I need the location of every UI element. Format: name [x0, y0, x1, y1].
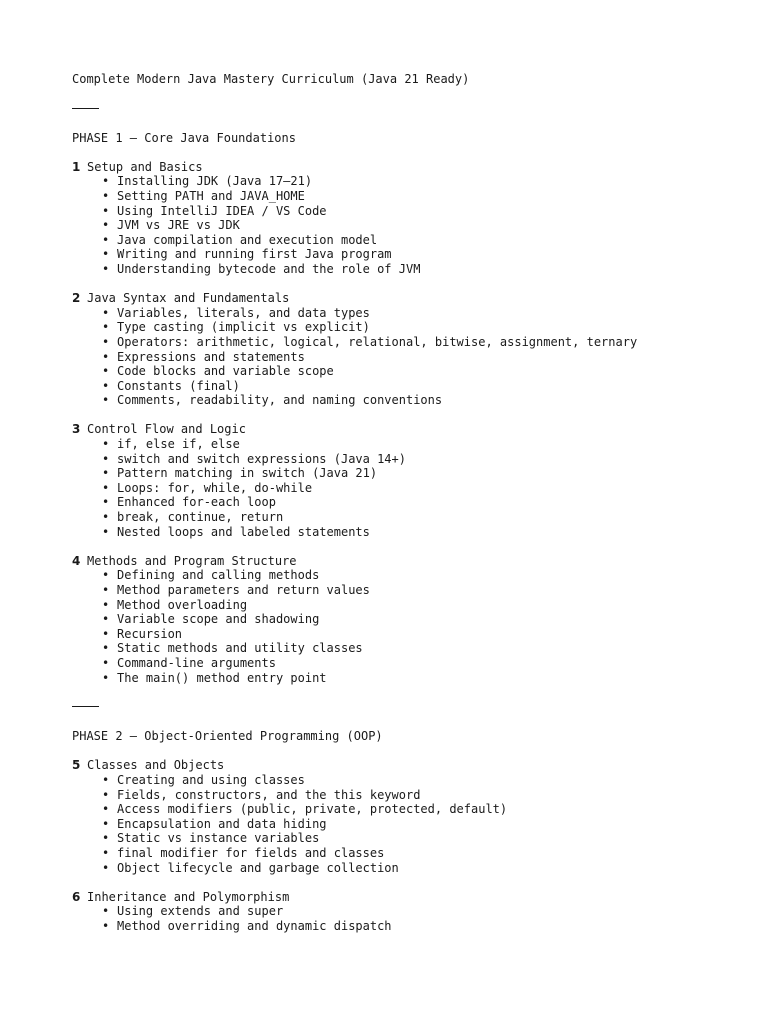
list-item-text: Constants (final): [117, 378, 240, 393]
section-item-list: [72, 773, 732, 875]
list-item: [102, 817, 732, 832]
section-heading-text: Java Syntax and Fundamentals: [87, 291, 290, 306]
list-item-text: Loops: for, while, do-while: [117, 480, 313, 495]
section-heading: [72, 422, 732, 437]
bullet-icon: •: [102, 203, 110, 218]
list-item: [102, 350, 732, 365]
bullet-icon: •: [102, 305, 110, 320]
bullet-icon: •: [102, 583, 110, 597]
list-item: [102, 452, 732, 467]
list-item-text: Nested loops and labeled statements: [117, 524, 370, 539]
list-item-text: Encapsulation and data hiding: [117, 816, 327, 831]
list-item: [102, 568, 732, 583]
list-item-text: Type casting (implicit vs explicit): [117, 320, 370, 335]
list-item: [102, 466, 732, 481]
list-item-text: JVM vs JRE vs JDK: [117, 218, 240, 233]
bullet-icon: •: [102, 524, 110, 539]
phase-title: PHASE 1 — Core Java Foundations: [72, 130, 296, 145]
bullet-icon: •: [102, 451, 110, 466]
list-item: [102, 437, 732, 452]
list-item: [102, 627, 732, 642]
bullet-icon: •: [102, 816, 110, 831]
document-title: Complete Modern Java Mastery Curriculum (Java 21 Ready): [72, 72, 470, 86]
list-item: [102, 335, 732, 350]
bullet-icon: •: [102, 772, 110, 787]
list-item-text: Java compilation and execution model: [117, 232, 378, 247]
list-item-text: Expressions and statements: [117, 349, 305, 364]
section-number: 4: [72, 553, 81, 568]
list-item-text: break, continue, return: [117, 510, 284, 525]
section-heading-text: Inheritance and Polymorphism: [87, 889, 290, 904]
section-number: 3: [72, 422, 81, 437]
bullet-icon: •: [102, 787, 110, 802]
list-item: [102, 904, 732, 919]
bullet-icon: •: [102, 641, 110, 656]
list-item: [102, 773, 732, 788]
section-number: 5: [72, 758, 81, 773]
list-item: [102, 861, 732, 876]
section-heading-text: Setup and Basics: [87, 159, 203, 174]
list-item: [102, 656, 732, 671]
list-item: [102, 846, 732, 861]
bullet-icon: •: [102, 612, 110, 627]
section-heading: [72, 890, 732, 905]
section-item-list: [72, 174, 732, 276]
bullet-icon: •: [102, 568, 110, 583]
section-heading: [72, 291, 732, 306]
bullet-icon: •: [102, 174, 110, 189]
bullet-icon: •: [102, 261, 110, 276]
list-item: [102, 510, 732, 525]
section-heading-text: Methods and Program Structure: [87, 553, 297, 568]
list-item: [102, 598, 732, 613]
list-item-text: if, else if, else: [117, 437, 240, 452]
list-item: [102, 189, 732, 204]
list-item: [102, 495, 732, 510]
list-item: [102, 320, 732, 335]
list-item: [102, 247, 732, 262]
list-item-text: Code blocks and variable scope: [117, 364, 334, 379]
list-item-text: Using extends and super: [117, 904, 284, 919]
list-item: [102, 204, 732, 219]
list-item-text: Creating and using classes: [117, 772, 305, 787]
list-item-text: Enhanced for-each loop: [117, 495, 276, 510]
bullet-icon: •: [102, 597, 110, 612]
list-item: [102, 218, 732, 233]
list-item-text: Defining and calling methods: [117, 568, 320, 583]
list-item: [102, 802, 732, 817]
bullet-icon: •: [102, 802, 110, 817]
document-body: [72, 72, 732, 948]
list-item-text: switch and switch expressions (Java 14+): [117, 451, 406, 466]
list-item-text: Understanding bytecode and the role of JVM: [117, 261, 421, 276]
bullet-icon: •: [102, 670, 110, 685]
list-item: [102, 525, 732, 540]
bullet-icon: •: [102, 247, 110, 262]
section-heading: [72, 554, 732, 569]
list-item-text: Pattern matching in switch (Java 21): [117, 466, 378, 481]
bullet-icon: •: [102, 495, 110, 510]
list-item: [102, 671, 732, 686]
list-item-text: Writing and running first Java program: [117, 247, 392, 262]
list-item-text: The main() method entry point: [117, 670, 327, 685]
curriculum-section: [72, 160, 732, 277]
bullet-icon: •: [102, 655, 110, 670]
list-item: [102, 831, 732, 846]
bullet-icon: •: [102, 437, 110, 452]
list-item: [102, 919, 732, 934]
list-item: [102, 306, 732, 321]
bullet-icon: •: [102, 845, 110, 860]
list-item-text: Access modifiers (public, private, protected, default): [117, 802, 508, 817]
list-item-text: Method parameters and return values: [117, 583, 370, 597]
list-item-text: Operators: arithmetic, logical, relational, bitwise, assignment, ternary: [117, 334, 638, 349]
phases-container: [72, 108, 732, 934]
list-item-text: Object lifecycle and garbage collection: [117, 860, 399, 875]
section-item-list: [72, 568, 732, 685]
list-item: [102, 174, 732, 189]
curriculum-section: [72, 890, 732, 934]
section-number: 6: [72, 889, 81, 904]
list-item-text: Recursion: [117, 626, 183, 641]
section-heading: [72, 160, 732, 175]
bullet-icon: •: [102, 860, 110, 875]
bullet-icon: •: [102, 918, 110, 933]
bullet-icon: •: [102, 393, 110, 408]
bullet-icon: •: [102, 364, 110, 379]
list-item: [102, 393, 732, 408]
section-item-list: [72, 904, 732, 933]
bullet-icon: •: [102, 349, 110, 364]
list-item-text: Method overriding and dynamic dispatch: [117, 918, 392, 933]
list-item-text: Variables, literals, and data types: [117, 305, 370, 320]
list-item-text: Variable scope and shadowing: [117, 612, 320, 627]
section-heading-text: Classes and Objects: [87, 758, 225, 773]
list-item-text: Static vs instance variables: [117, 831, 320, 846]
curriculum-section: [72, 758, 732, 875]
section-divider: [72, 706, 99, 707]
bullet-icon: •: [102, 466, 110, 481]
bullet-icon: •: [102, 626, 110, 641]
phase-title: PHASE 2 — Object-Oriented Programming (OOP): [72, 729, 383, 744]
list-item: [102, 612, 732, 627]
bullet-icon: •: [102, 188, 110, 203]
list-item: [102, 641, 732, 656]
section-heading: [72, 758, 732, 773]
list-item-text: Fields, constructors, and the this keyword: [117, 787, 421, 802]
section-heading-text: Control Flow and Logic: [87, 422, 246, 437]
bullet-icon: •: [102, 232, 110, 247]
list-item-text: Method overloading: [117, 597, 248, 612]
curriculum-section: [72, 554, 732, 685]
list-item-text: Using IntelliJ IDEA / VS Code: [117, 203, 327, 218]
list-item-text: Setting PATH and JAVA_HOME: [117, 188, 305, 203]
list-item: [102, 481, 732, 496]
bullet-icon: •: [102, 218, 110, 233]
list-item: [102, 379, 732, 394]
bullet-icon: •: [102, 480, 110, 495]
bullet-icon: •: [102, 378, 110, 393]
section-item-list: [72, 306, 732, 408]
section-number: 1: [72, 159, 81, 174]
list-item: [102, 262, 732, 277]
section-number: 2: [72, 291, 81, 306]
bullet-icon: •: [102, 904, 110, 919]
list-item: [102, 788, 732, 803]
list-item: [102, 233, 732, 248]
bullet-icon: •: [102, 510, 110, 525]
list-item-text: Installing JDK (Java 17–21): [117, 174, 313, 189]
list-item-text: Comments, readability, and naming conventions: [117, 393, 443, 408]
list-item: [102, 364, 732, 379]
bullet-icon: •: [102, 334, 110, 349]
list-item: [102, 583, 732, 598]
list-item-text: Command-line arguments: [117, 655, 276, 670]
section-divider: [72, 108, 99, 109]
list-item-text: final modifier for fields and classes: [117, 845, 385, 860]
list-item-text: Static methods and utility classes: [117, 641, 363, 656]
curriculum-section: [72, 422, 732, 539]
curriculum-section: [72, 291, 732, 408]
bullet-icon: •: [102, 831, 110, 846]
bullet-icon: •: [102, 320, 110, 335]
section-item-list: [72, 437, 732, 539]
